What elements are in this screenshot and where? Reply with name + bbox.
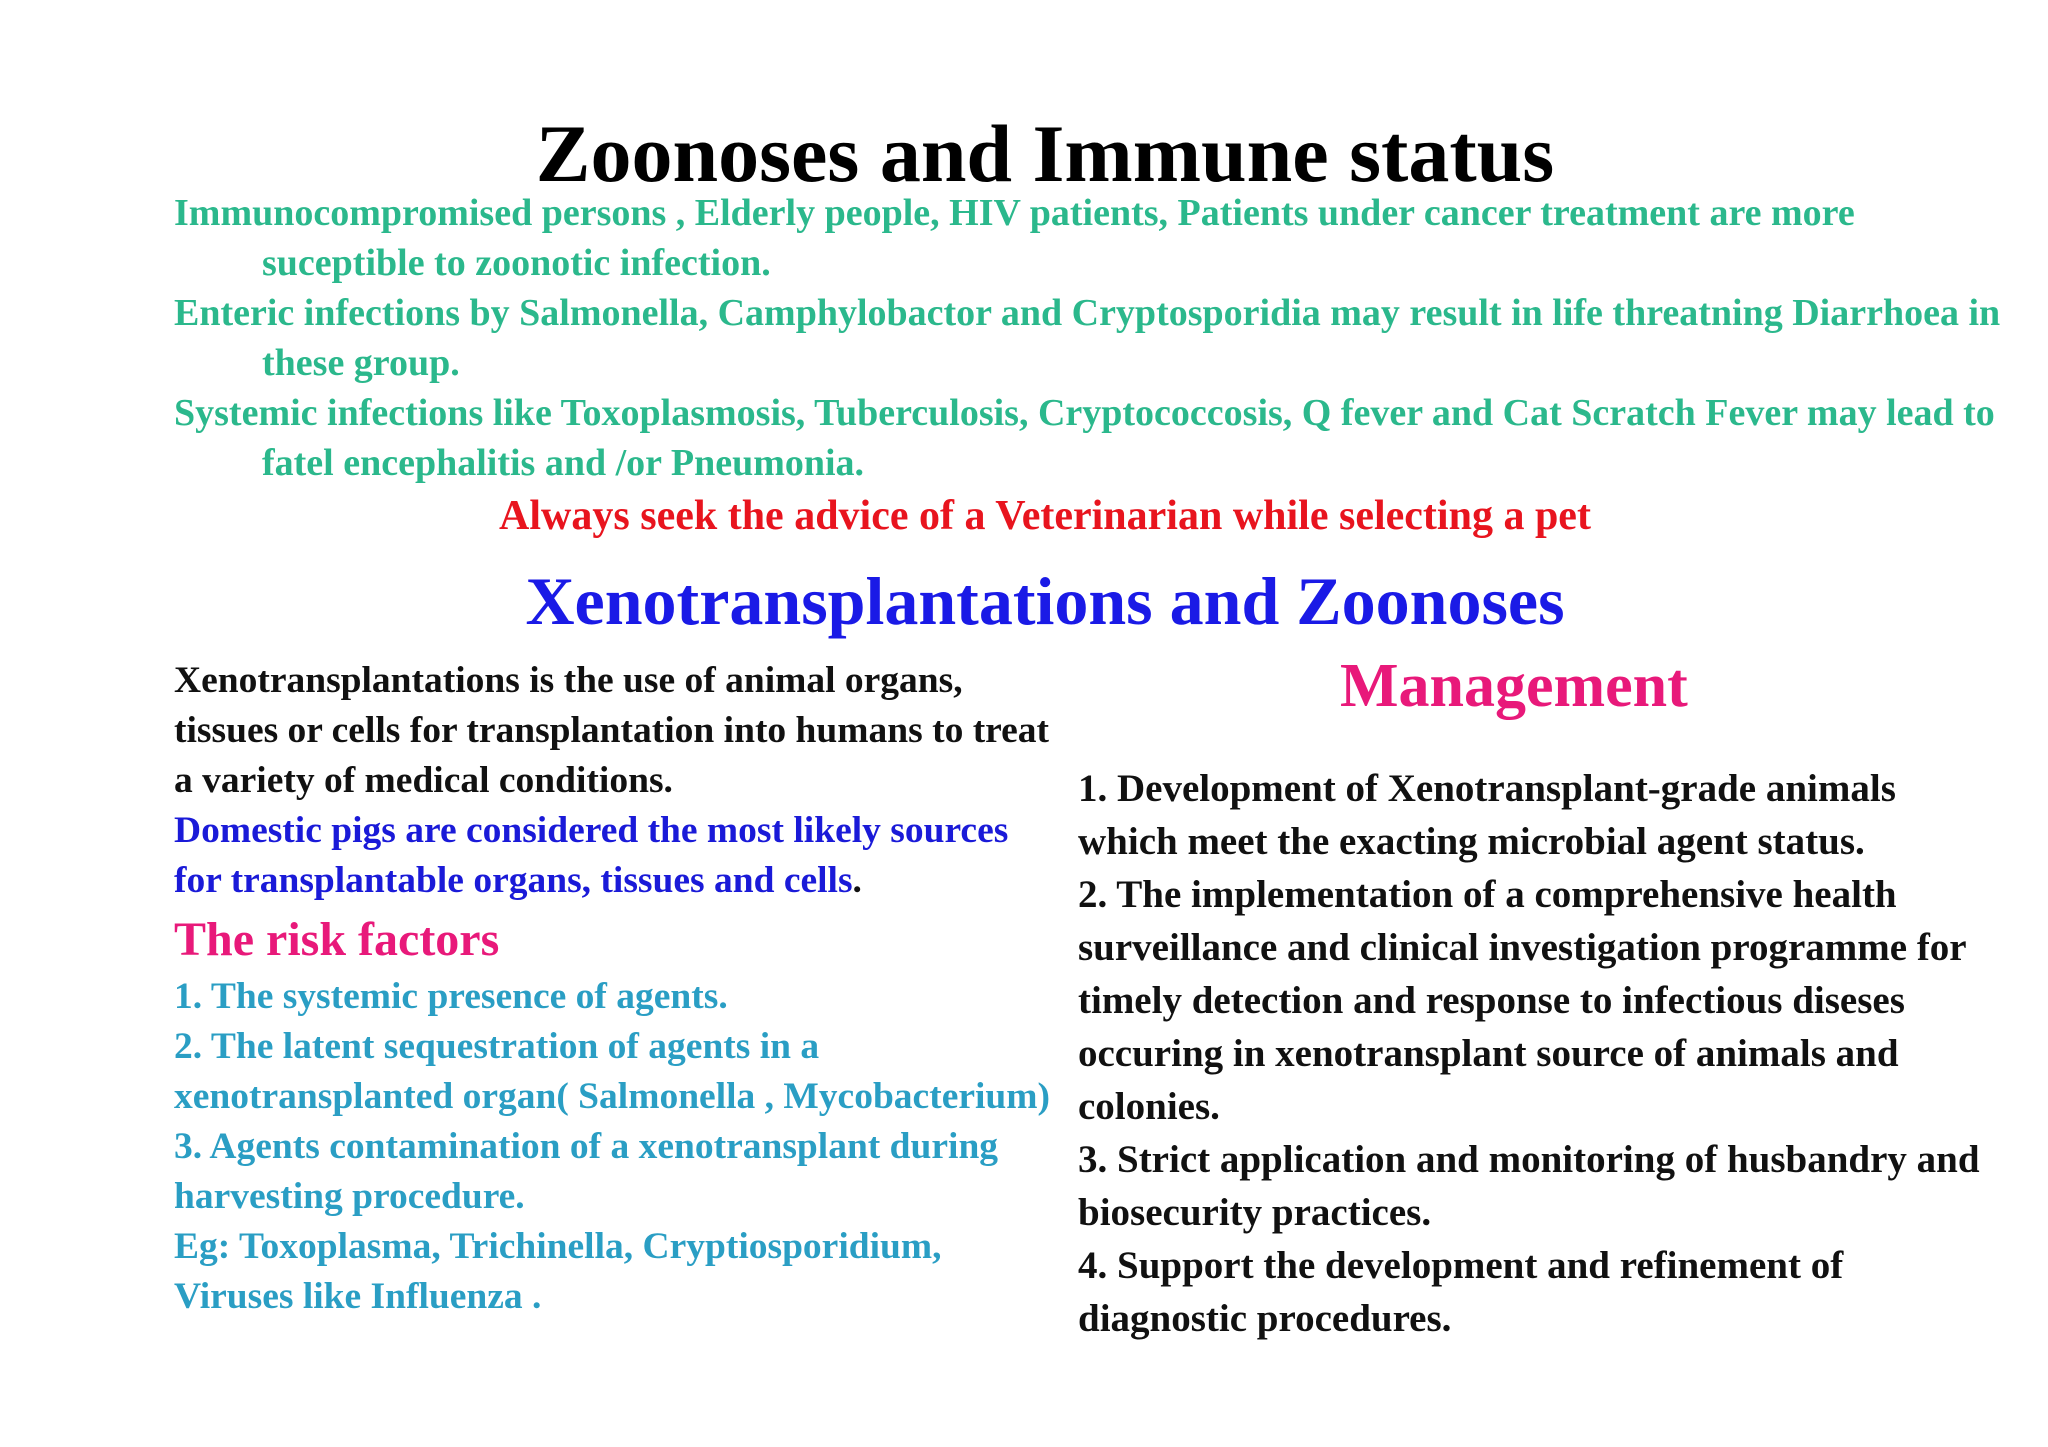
pigs-paragraph	[174, 806, 1054, 906]
risk-factor-item: 3. Agents contamination of a xenotransplant during harvesting procedure.	[174, 1126, 999, 1217]
pigs-period: .	[852, 860, 862, 901]
immune-point: Systemic infections like Toxoplasmosis, Tuberculosis, Cryptococcosis, Q fever and Cat Scratch Fever may lead to fatel encephalitis and /or Pneumonia.	[174, 392, 1995, 484]
xenotransplant-definition: Xenotransplantations is the use of animal organs, tissues or cells for transplantation into humans to treat a variety of medical conditions.	[174, 660, 1050, 801]
immune-status-points	[174, 188, 2024, 488]
management-item: 4. Support the development and refinement of diagnostic procedures.	[1078, 1244, 1844, 1340]
slide-title: Zoonoses and Immune status	[535, 108, 1555, 199]
risk-factors-list	[174, 972, 1054, 1322]
management-list	[1078, 762, 1998, 1345]
immune-point: Immunocompromised persons , Elderly people, HIV patients, Patients under cancer treatment are more suceptible to zoonotic infection.	[174, 192, 1855, 284]
management-item: 2. The implementation of a comprehensive health surveillance and clinical investigation programme for timely detection and response to infectious diseses occuring in xenotransplant source of animals and colonies.	[1078, 873, 1966, 1128]
management-heading: Management	[1340, 652, 1688, 720]
xenotransplant-description	[174, 656, 1054, 1322]
pigs-statement: Domestic pigs are considered the most likely sources for transplantable organs, tissues and cells	[174, 810, 1009, 901]
risk-factor-item: 2. The latent sequestration of agents in a xenotransplanted organ( Salmonella , Mycobacterium)	[174, 1026, 1050, 1117]
xenotransplant-subtitle: Xenotransplantations and Zoonoses	[525, 563, 1565, 639]
management-item: 3. Strict application and monitoring of husbandry and biosecurity practices.	[1078, 1138, 1980, 1234]
risk-factor-item: 1. The systemic presence of agents.	[174, 976, 728, 1017]
veterinarian-advice: Always seek the advice of a Veterinarian while selecting a pet	[499, 493, 1591, 539]
management-item: 1. Development of Xenotransplant-grade animals which meet the exacting microbial agent status.	[1078, 767, 1896, 863]
risk-factor-example: Eg: Toxoplasma, Trichinella, Cryptiosporidium, Viruses like Influenza .	[174, 1226, 942, 1317]
immune-point: Enteric infections by Salmonella, Camphylobactor and Cryptosporidia may result in life threatning Diarrhoea in these group.	[174, 292, 2001, 384]
risk-factors-heading: The risk factors	[174, 913, 500, 966]
